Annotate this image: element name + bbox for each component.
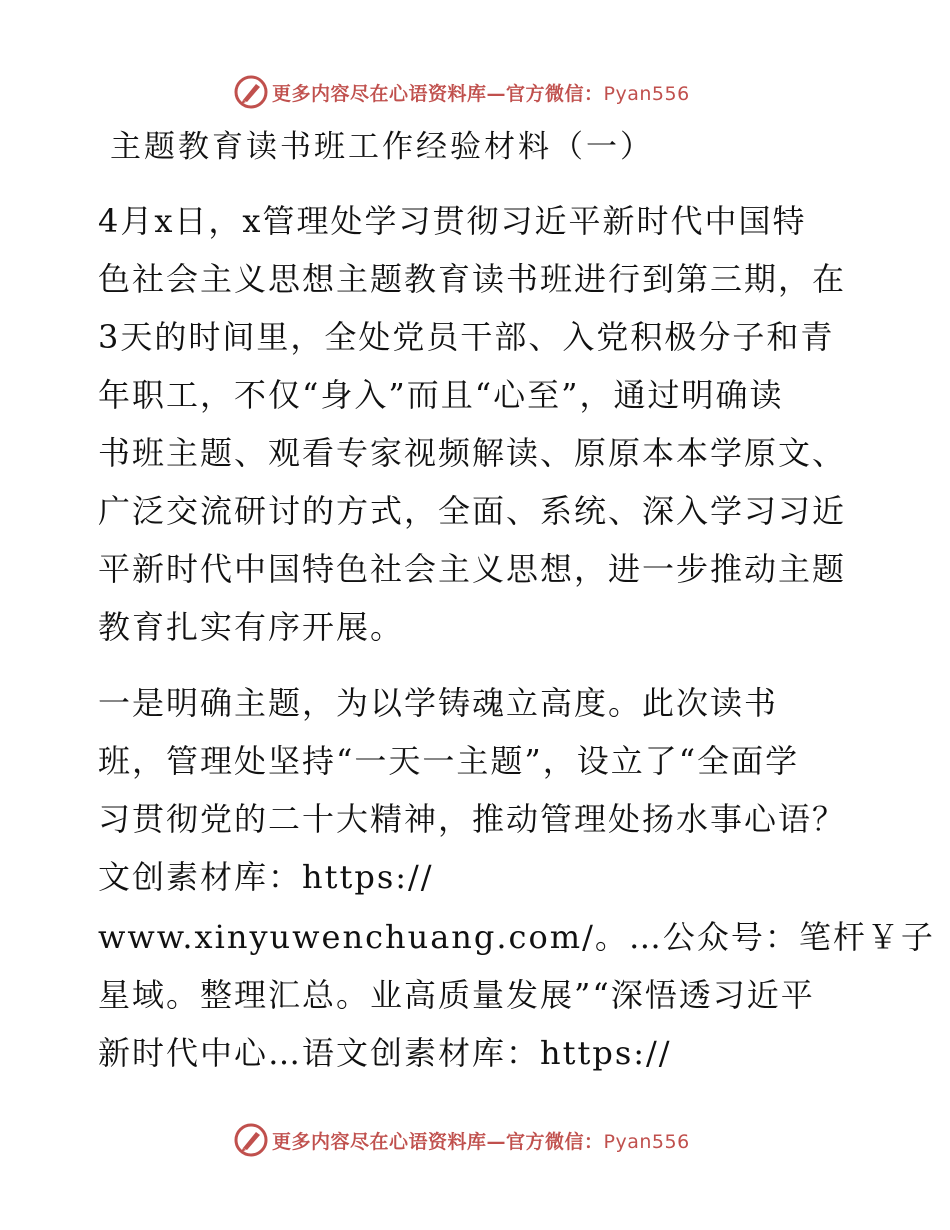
watermark-text: 更多内容尽在心语资料库—官方微信：Pyan556 <box>272 82 690 105</box>
body-line: 新时代中心…语文创素材库：https:// <box>98 1034 672 1072</box>
body-line: 广泛交流研讨的方式，全面、系统、深入学习习近 <box>98 492 847 530</box>
header-watermark <box>234 72 690 112</box>
body-line: www.xinyuwenchuang.com/。…公众号：笔杆￥子 <box>98 918 935 956</box>
body-line: 平新时代中国特色社会主义思想，进一步推动主题 <box>98 550 847 588</box>
body-line: 习贯彻党的二十大精神，推动管理处扬水事心语？ <box>98 800 847 838</box>
body-line: 4月x日，x管理处学习贯彻习近平新时代中国特 <box>98 202 807 240</box>
body-line: 文创素材库：https:// <box>98 858 434 896</box>
body-line: 教育扎实有序开展。 <box>98 608 405 646</box>
body-line: 一是明确主题，为以学铸魂立高度。此次读书 <box>98 684 779 722</box>
body-line: 书班主题、观看专家视频解读、原原本本学原文、 <box>98 434 847 472</box>
watermark-text: 更多内容尽在心语资料库—官方微信：Pyan556 <box>272 1130 690 1153</box>
body-line: 色社会主义思想主题教育读书班进行到第三期，在 <box>98 260 847 298</box>
pen-logo-icon <box>234 1123 268 1157</box>
document-title: 主题教育读书班工作经验材料（一） <box>110 129 654 165</box>
body-line: 3天的时间里，全处党员干部、入党积极分子和青 <box>98 318 835 356</box>
pen-logo-icon <box>234 75 268 109</box>
footer-watermark <box>234 1120 690 1160</box>
body-line: 年职工，不仅“身入”而且“心至”，通过明确读 <box>98 376 784 414</box>
body-line: 班，管理处坚持“一天一主题”，设立了“全面学 <box>98 742 800 780</box>
body-line: 星域。整理汇总。业高质量发展”“深悟透习近平 <box>98 976 815 1014</box>
